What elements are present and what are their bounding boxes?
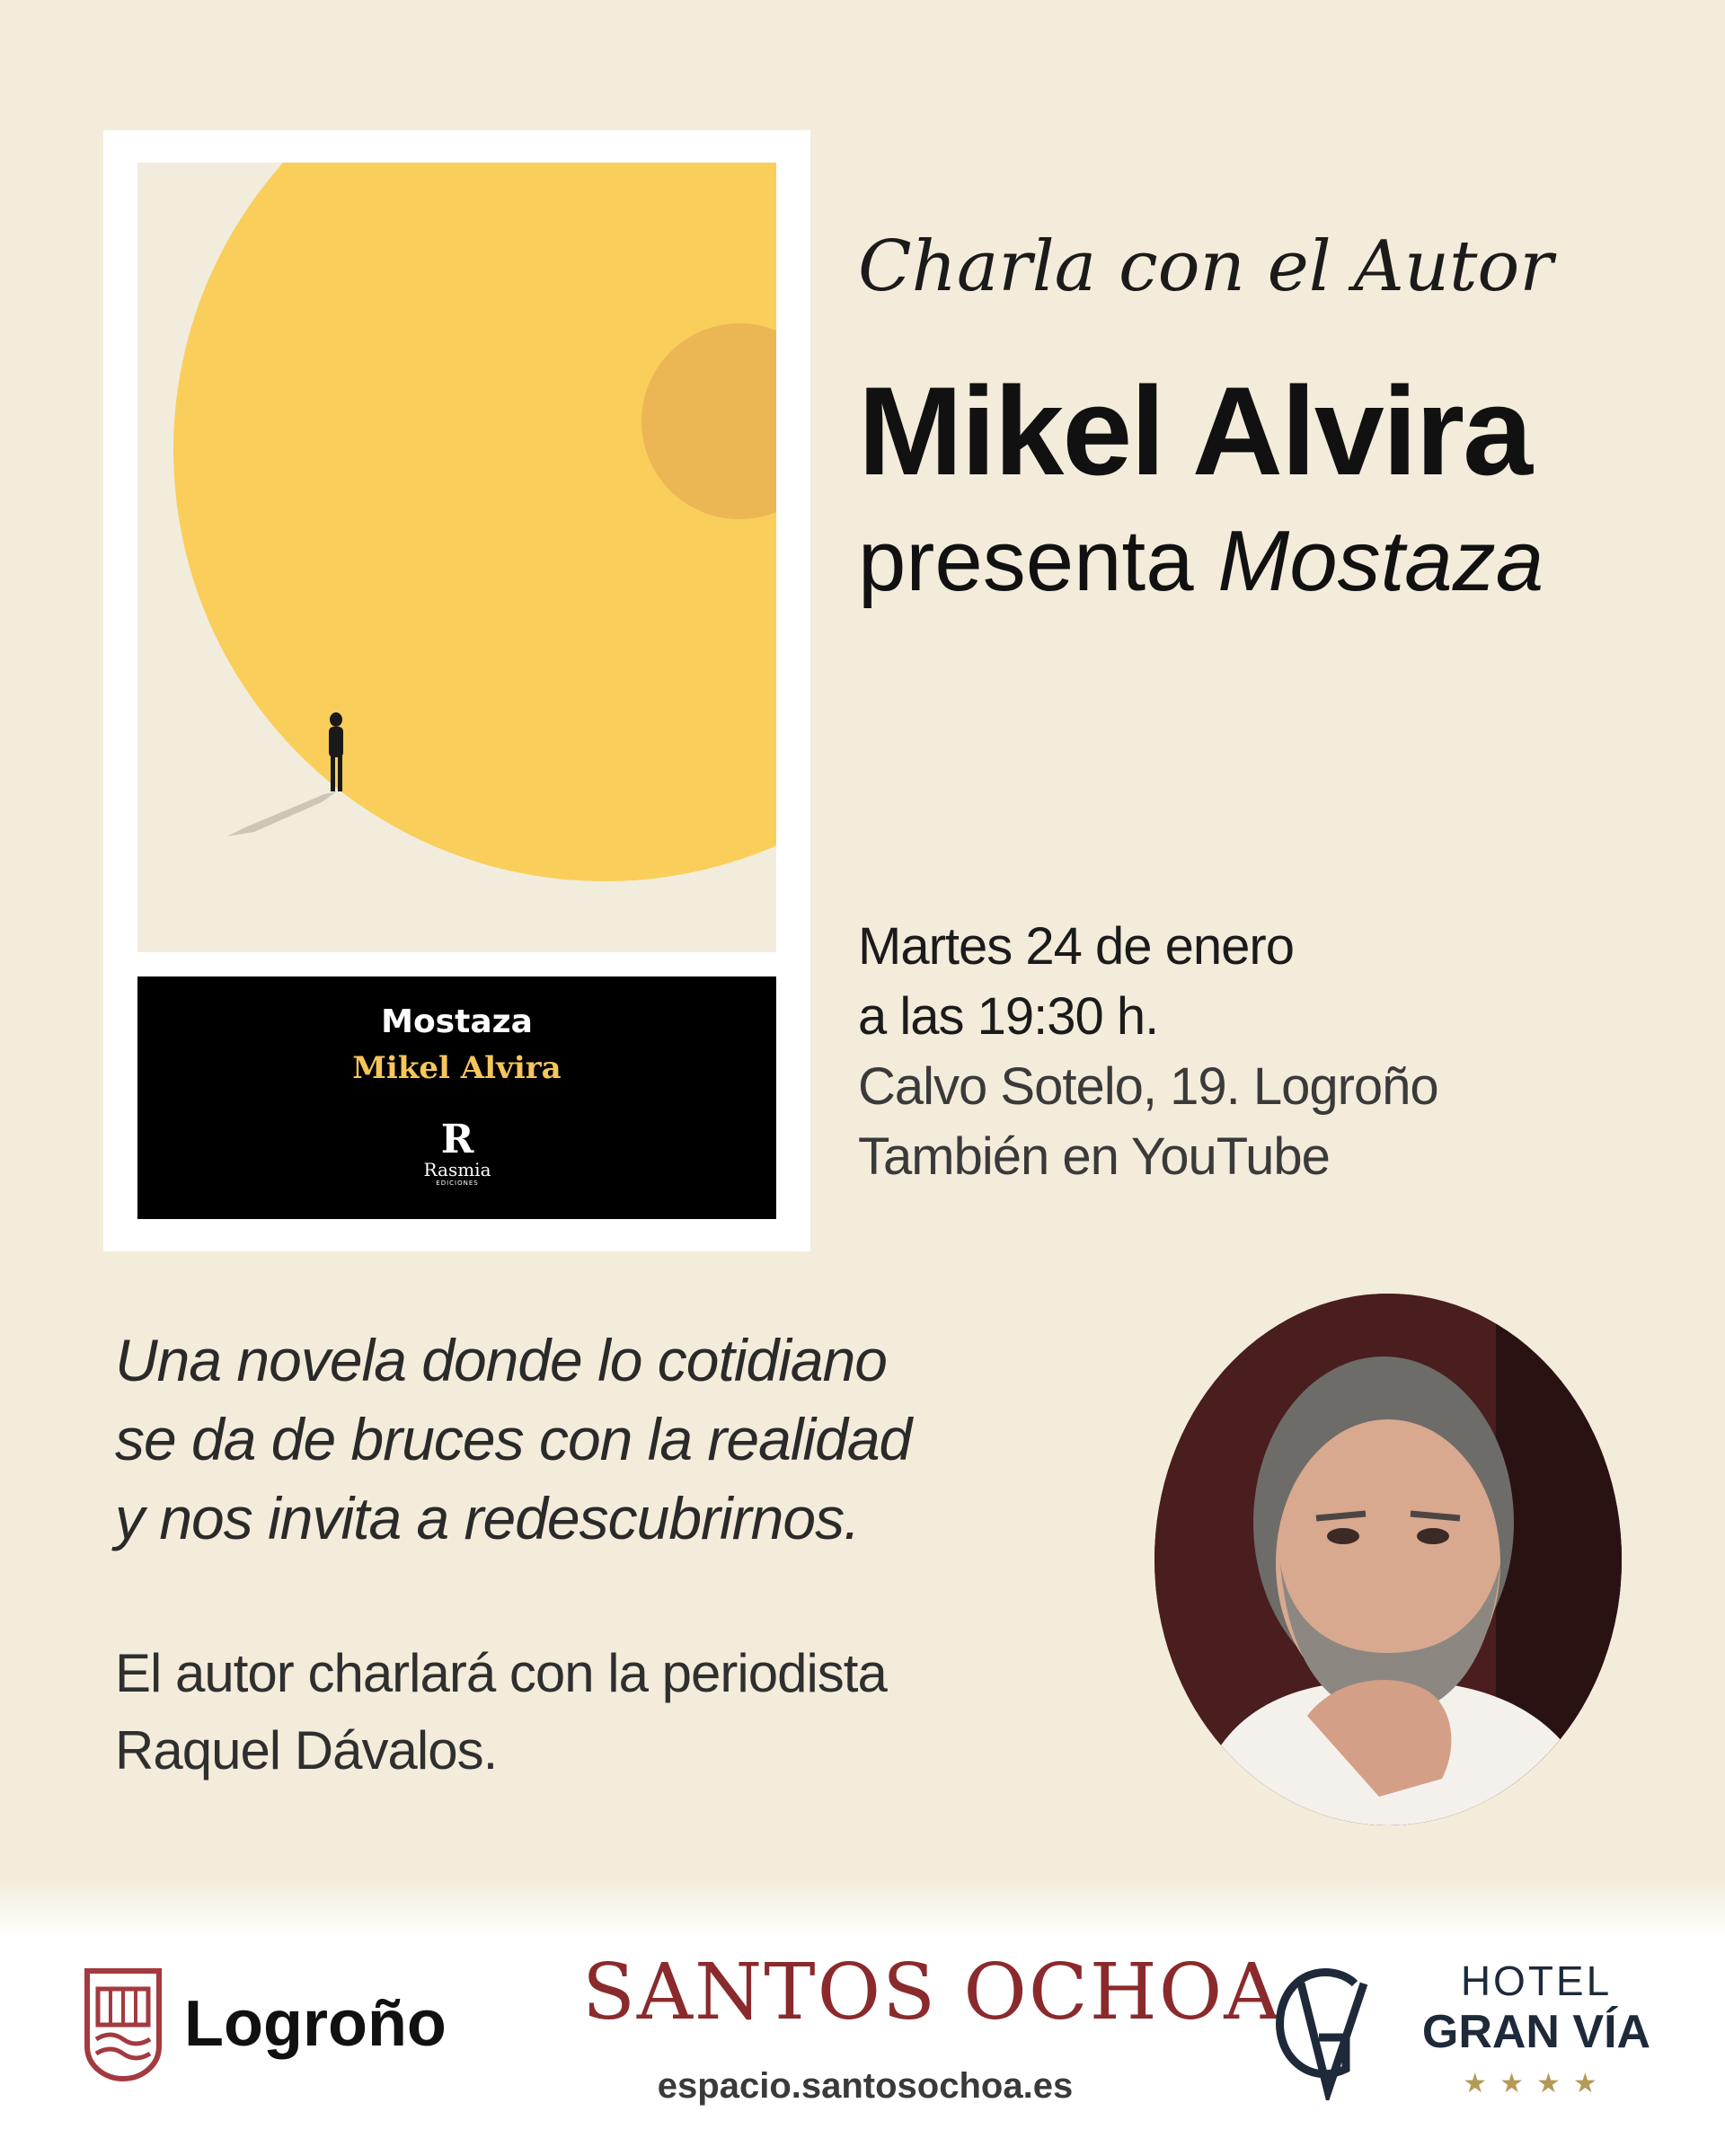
hotel-logo-line2: GRAN VÍA: [1421, 2006, 1651, 2058]
hotel-gv-monogram-icon: [1265, 1957, 1373, 2100]
logrono-logo-text: Logroño: [184, 1988, 447, 2060]
publisher-name: Rasmia: [423, 1159, 491, 1180]
tagline-line: Una novela donde lo cotidiano: [115, 1327, 888, 1393]
presents-line: [858, 512, 1544, 611]
publisher-logo: [421, 1117, 493, 1187]
cover-author-name: Mikel Alvira: [352, 1050, 562, 1086]
tagline-line: se da de bruces con la realidad: [115, 1406, 912, 1472]
book-title: Mostaza: [1217, 513, 1544, 609]
note-line: El autor charlará con la periodista: [115, 1643, 887, 1703]
hotel-stars-icon: ★★★★: [1463, 2068, 1610, 2099]
santos-ochoa-url[interactable]: espacio.santosochoa.es: [657, 2066, 1074, 2106]
book-cover: [103, 130, 810, 1251]
cover-book-title: Mostaza: [381, 1003, 533, 1040]
publisher-initial: R: [440, 1117, 474, 1162]
author-name: Mikel Alvira: [858, 360, 1531, 501]
logrono-shield-icon: [84, 1967, 163, 2082]
publisher-sub: EDICIONES: [436, 1180, 479, 1187]
event-address: Calvo Sotelo, 19. Logroño: [858, 1057, 1438, 1116]
santos-ochoa-logo: SANTOS OCHOA: [582, 1948, 1282, 2037]
presents-word: presenta: [858, 513, 1194, 609]
event-details: [858, 912, 1438, 1192]
moderator-note: [115, 1635, 887, 1789]
event-time: a las 19:30 h.: [858, 987, 1159, 1046]
event-date: Martes 24 de enero: [858, 917, 1294, 976]
author-portrait: [1154, 1294, 1622, 1825]
book-tagline: [115, 1321, 911, 1558]
cover-title-band: [137, 976, 776, 1219]
event-kicker: Charla con el Autor: [858, 226, 1553, 307]
hotel-logo-line1: HOTEL: [1460, 1957, 1613, 2004]
tagline-line: y nos invita a redescubrirnos.: [115, 1485, 860, 1551]
walking-figure-icon: [137, 163, 776, 952]
cover-illustration: [137, 163, 776, 952]
event-stream: También en YouTube: [858, 1127, 1330, 1186]
author-photo-icon: [1154, 1294, 1622, 1825]
note-line: Raquel Dávalos.: [115, 1720, 498, 1780]
